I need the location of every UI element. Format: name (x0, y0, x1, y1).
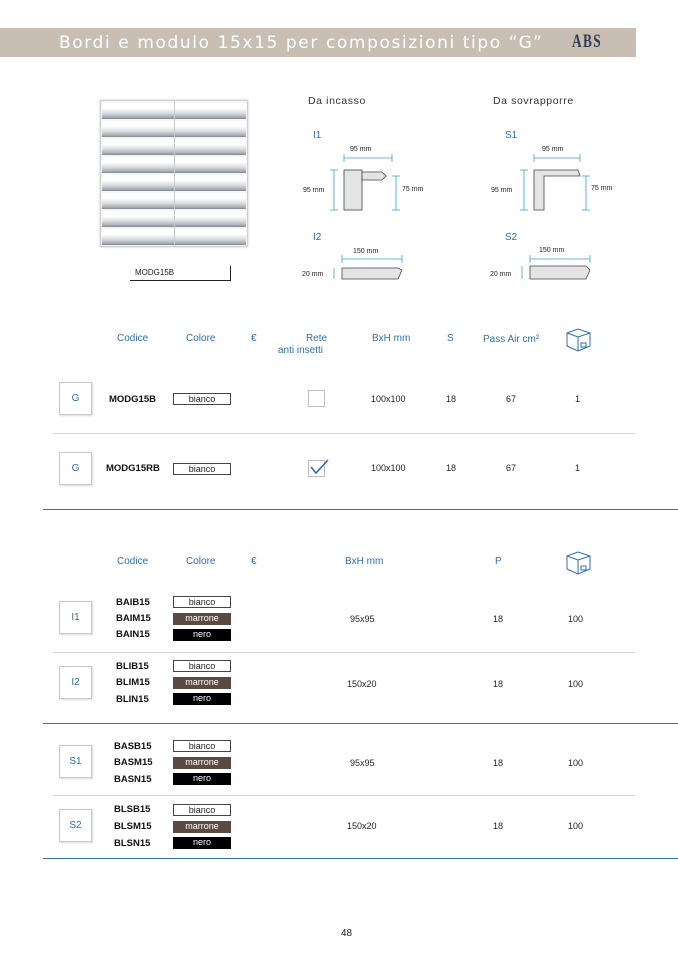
t1-row1-code: MODG15B (109, 394, 156, 405)
package-box-icon (565, 326, 592, 353)
t2-row3-color-2: marrone (173, 757, 231, 769)
t2-row3-type: S1 (59, 745, 92, 778)
t2-row1-code-2: BAIM15 (116, 613, 151, 624)
i1-left-dim: 95 mm (303, 187, 325, 194)
t2-row4-code-1: BLSB15 (114, 804, 151, 815)
s1-top-dim: 95 mm (542, 146, 564, 153)
t2-row4-code-2: BLSM15 (114, 821, 152, 832)
t2-row4-bxh: 150x20 (347, 821, 377, 831)
t1-row1-bxh: 100x100 (371, 394, 406, 404)
section-separator (43, 723, 678, 724)
t2-row1-pack: 100 (568, 614, 584, 624)
t2-row3-code-1: BASB15 (114, 741, 152, 752)
package-box-icon (565, 549, 592, 576)
t2-row3-color-3: nero (173, 773, 231, 785)
t2-row2-color-2: marrone (173, 677, 231, 689)
t2-row4-pack: 100 (568, 821, 584, 831)
i1-top-dim: 95 mm (350, 146, 372, 153)
t1-row1-s: 18 (446, 394, 457, 404)
brand-logo: ABS (572, 31, 603, 52)
t1-row2-pack: 1 (575, 463, 581, 473)
product-image-label: MODG15B (130, 266, 231, 281)
t1-header-bxh: BxH mm (372, 333, 411, 344)
t1-header-euro: € (251, 333, 257, 344)
s1-right-dim: 75 mm (591, 185, 613, 192)
t2-row1-color-2: marrone (173, 613, 231, 625)
t1-row2-code: MODG15RB (106, 463, 160, 474)
t1-row2-bxh: 100x100 (371, 463, 406, 473)
row-separator (53, 795, 635, 796)
t2-row2-pack: 100 (568, 679, 584, 689)
t1-header-s: S (447, 333, 454, 344)
row-separator (53, 652, 635, 653)
profile-s1-label: S1 (505, 130, 518, 141)
t2-row3-code-2: BASM15 (114, 757, 153, 768)
t2-row3-code-3: BASN15 (114, 774, 152, 785)
t1-row1-color: bianco (173, 393, 231, 405)
t2-row1-code-1: BAIB15 (116, 597, 150, 608)
s2-top-dim: 150 mm (539, 247, 565, 254)
t2-row2-type: I2 (59, 666, 92, 699)
grille-product-image (100, 100, 248, 247)
t1-row1-type: G (59, 382, 92, 415)
t2-row2-code-2: BLIM15 (116, 677, 150, 688)
t2-row1-type: I1 (59, 601, 92, 634)
t1-header-colore: Colore (186, 333, 216, 344)
t2-row2-p: 18 (493, 679, 504, 689)
t2-row2-bxh: 150x20 (347, 679, 377, 689)
t1-header-rete-2: anti insetti (278, 345, 324, 356)
t2-header-bxh: BxH mm (345, 556, 384, 567)
row-separator (53, 433, 635, 434)
i1-right-dim: 75 mm (402, 186, 424, 193)
incasso-title: Da incasso (308, 95, 366, 107)
t2-row4-p: 18 (493, 821, 504, 831)
section-separator (43, 858, 678, 859)
t2-row4-code-3: BLSN15 (114, 838, 151, 849)
header-banner (0, 28, 636, 57)
profile-drawings (296, 120, 641, 290)
t2-row4-color-3: nero (173, 837, 231, 849)
t2-header-p: P (495, 556, 502, 567)
t2-row1-bxh: 95x95 (350, 614, 375, 624)
t2-header-colore: Colore (186, 556, 216, 567)
t1-header-pass-air: Pass Air cm² (483, 334, 540, 345)
i2-top-dim: 150 mm (353, 248, 379, 255)
page-number: 48 (341, 928, 353, 939)
t2-row2-color-3: nero (173, 693, 231, 705)
t2-row3-pack: 100 (568, 758, 584, 768)
t2-row1-color-3: nero (173, 629, 231, 641)
t2-row1-code-3: BAIN15 (116, 629, 150, 640)
page-title: Bordi e modulo 15x15 per composizioni tipo “G” (59, 33, 544, 53)
t2-row1-p: 18 (493, 614, 504, 624)
t2-row4-color-1: bianco (173, 804, 231, 816)
t1-row2-s: 18 (446, 463, 457, 473)
t1-header-rete: Rete (306, 333, 328, 344)
t1-row2-type: G (59, 452, 92, 485)
t2-header-euro: € (251, 556, 257, 567)
t1-header-codice: Codice (117, 333, 149, 344)
t2-row3-color-1: bianco (173, 740, 231, 752)
t2-row4-color-2: marrone (173, 821, 231, 833)
profile-i2-label: I2 (313, 232, 322, 243)
s2-left-dim: 20 mm (490, 271, 512, 278)
profile-i1-label: I1 (313, 130, 322, 141)
t2-row3-bxh: 95x95 (350, 758, 375, 768)
t1-row1-pass: 67 (506, 394, 517, 404)
t2-row2-color-1: bianco (173, 660, 231, 672)
t2-row3-p: 18 (493, 758, 504, 768)
t1-row2-pass: 67 (506, 463, 517, 473)
t1-row1-rete-checkbox (308, 390, 325, 407)
profile-s2-label: S2 (505, 232, 518, 243)
section-separator (43, 509, 678, 510)
t2-row1-color-1: bianco (173, 596, 231, 608)
t1-row2-color: bianco (173, 463, 231, 475)
s1-left-dim: 95 mm (491, 187, 513, 194)
t2-row2-code-3: BLIN15 (116, 694, 149, 705)
t1-row1-pack: 1 (575, 394, 581, 404)
i2-left-dim: 20 mm (302, 271, 324, 278)
t2-row2-code-1: BLIB15 (116, 661, 149, 672)
checkmark-icon (309, 458, 329, 476)
t1-row2-rete-checkbox (308, 460, 325, 477)
t2-row4-type: S2 (59, 809, 92, 842)
t2-header-codice: Codice (117, 556, 149, 567)
sovrapporre-title: Da sovrapporre (493, 95, 574, 107)
